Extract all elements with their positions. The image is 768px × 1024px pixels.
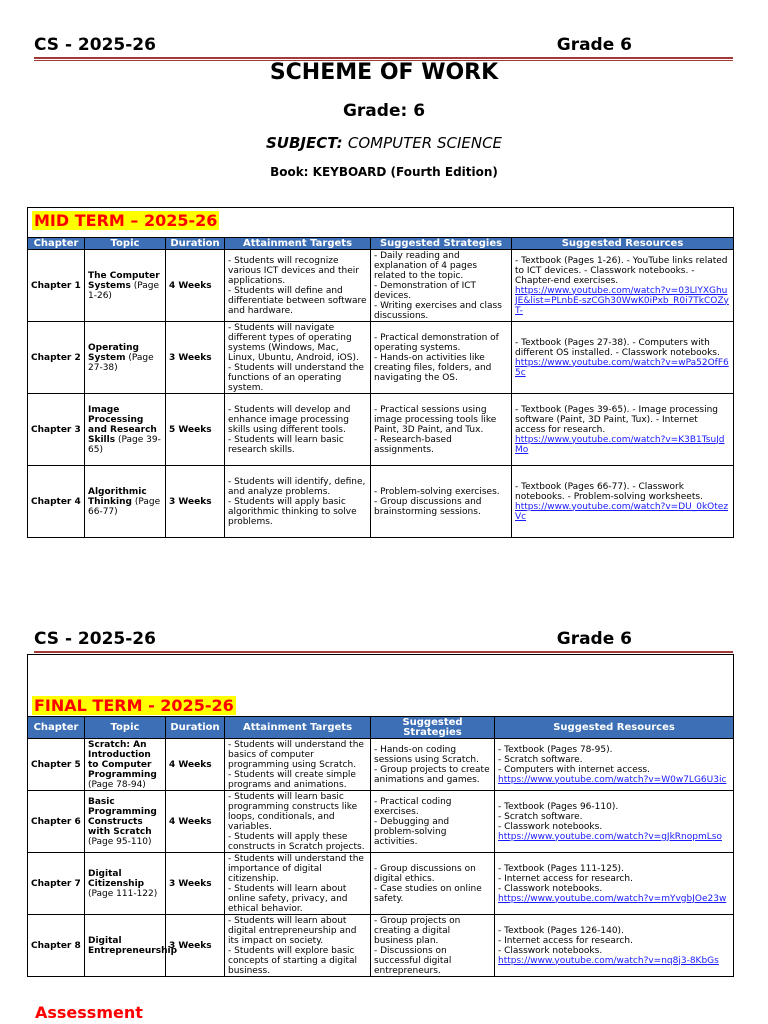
strategies-cell: - Daily reading and explanation of 4 pages related to the topic. - Demonstration of ICT devices. - Writing exercises and class discussions. <box>371 250 512 322</box>
topic-pages: (Page 66-77) <box>88 496 161 517</box>
col-header-strategies: Suggested Strategies <box>371 238 512 250</box>
resources-text: - Textbook (Pages 39-65). - Image processing software (Paint, 3D Paint, Tux). - Internet access for research. <box>515 404 719 435</box>
topic-title: Digital Entrepreneurship <box>88 935 178 956</box>
topic-pages: (Page 111-122) <box>88 888 158 899</box>
table-header-row <box>28 717 734 739</box>
topic-cell <box>85 791 166 853</box>
youtube-link[interactable]: https://www.youtube.com/watch?v=DU_0kOtezVc <box>515 501 729 522</box>
col-header-resources: Suggested Resources <box>495 717 734 739</box>
table-row <box>28 853 734 915</box>
youtube-link[interactable]: https://www.youtube.com/watch?v=nq8j3-8KbGs <box>498 955 719 966</box>
topic-title: Digital Citizenship <box>88 868 145 889</box>
resources-cell <box>512 466 734 538</box>
final-term-table <box>27 654 734 977</box>
resources-text: - Textbook (Pages 66-77). - Classwork notebooks. - Problem-solving worksheets. <box>515 481 703 502</box>
header-right-label: Grade 6 <box>556 629 632 649</box>
duration-cell: 3 Weeks <box>166 915 225 977</box>
page-header-2 <box>34 629 632 651</box>
topic-title: Scratch: An Introduction to Computer Programming <box>88 739 157 780</box>
chapter-cell: Chapter 1 <box>28 250 85 322</box>
youtube-link[interactable]: https://www.youtube.com/watch?v=W0w7LG6U3ic <box>498 774 727 785</box>
topic-cell <box>85 466 166 538</box>
youtube-link[interactable]: https://www.youtube.com/watch?v=mYvgbJOe23w <box>498 893 727 904</box>
subject-name: COMPUTER SCIENCE <box>347 134 503 152</box>
topic-pages: (Page 27-38) <box>88 352 154 373</box>
header-rule <box>34 57 733 59</box>
col-header-chapter: Chapter <box>28 717 85 739</box>
strategies-cell: - Practical coding exercises. - Debugging and problem-solving activities. <box>371 791 495 853</box>
youtube-link[interactable]: https://www.youtube.com/watch?v=gJkRnopmLso <box>498 831 722 842</box>
table-row <box>28 739 734 791</box>
topic-title: Algorithmic Thinking <box>88 486 147 507</box>
final-term-label: FINAL TERM - 2025-26 <box>34 696 234 715</box>
resources-cell <box>512 394 734 466</box>
targets-cell: - Students will recognize various ICT devices and their applications. - Students will define and differentiate between software and hardware. <box>225 250 371 322</box>
resources-cell <box>495 739 734 791</box>
duration-cell: 3 Weeks <box>166 466 225 538</box>
topic-cell <box>85 394 166 466</box>
resources-cell <box>512 322 734 394</box>
chapter-cell: Chapter 4 <box>28 466 85 538</box>
duration-cell: 5 Weeks <box>166 394 225 466</box>
topic-title: The Computer Systems <box>88 270 160 291</box>
table-row <box>28 466 734 538</box>
youtube-link[interactable]: https://www.youtube.com/watch?v=K3B1TsuJdMo <box>515 434 725 455</box>
topic-cell <box>85 250 166 322</box>
targets-cell: - Students will navigate different types of operating systems (Windows, Mac, Linux, Ubuntu, Android, iOS). - Students will understand the functions of an operating system. <box>225 322 371 394</box>
table-row <box>28 322 734 394</box>
duration-cell: 4 Weeks <box>166 250 225 322</box>
resources-cell <box>495 791 734 853</box>
strategies-cell: - Problem-solving exercises. - Group discussions and brainstorming sessions. <box>371 466 512 538</box>
resources-text: - Textbook (Pages 126-140). - Internet access for research. - Classwork notebooks. <box>498 925 633 956</box>
col-header-topic: Topic <box>85 238 166 250</box>
chapter-cell: Chapter 5 <box>28 739 85 791</box>
resources-text: - Textbook (Pages 27-38). - Computers with different OS installed. - Classwork notebooks. <box>515 337 720 358</box>
chapter-cell: Chapter 2 <box>28 322 85 394</box>
table-header-row <box>28 238 734 250</box>
topic-cell <box>85 322 166 394</box>
duration-cell: 3 Weeks <box>166 322 225 394</box>
duration-cell: 3 Weeks <box>166 853 225 915</box>
mid-term-label: MID TERM – 2025-26 <box>34 211 218 230</box>
topic-pages: (Page 78-94) <box>88 779 146 790</box>
strategies-cell: - Group discussions on digital ethics. - Case studies on online safety. <box>371 853 495 915</box>
subject-prefix: SUBJECT: <box>265 134 343 152</box>
term-title-cell <box>28 687 734 717</box>
table-row <box>28 394 734 466</box>
resources-cell <box>495 853 734 915</box>
resources-text: - Textbook (Pages 111-125). - Internet access for research. - Classwork notebooks. <box>498 863 633 894</box>
table-row <box>28 915 734 977</box>
table-row <box>28 791 734 853</box>
topic-pages: (Page 95-110) <box>88 836 152 847</box>
targets-cell: - Students will understand the basics of computer programming using Scratch. - Students will create simple programs and animations. <box>225 739 371 791</box>
chapter-cell: Chapter 7 <box>28 853 85 915</box>
resources-text: - Textbook (Pages 96-110). - Scratch software. - Classwork notebooks. <box>498 801 619 832</box>
topic-title: Operating System <box>88 342 139 363</box>
col-header-targets: Attainment Targets <box>225 238 371 250</box>
targets-cell: - Students will develop and enhance image processing skills using different tools. - Students will learn basic research skills. <box>225 394 371 466</box>
duration-cell: 4 Weeks <box>166 791 225 853</box>
targets-cell: - Students will learn about digital entrepreneurship and its impact on society. - Students will explore basic concepts of starting a digital business. <box>225 915 371 977</box>
youtube-link[interactable]: https://www.youtube.com/watch?v=wPa52OfF65c <box>515 357 729 378</box>
topic-pages: (Page 39-65) <box>88 434 161 455</box>
topic-pages: (Page 1-26) <box>88 280 160 301</box>
subject-heading <box>0 134 768 152</box>
chapter-cell: Chapter 6 <box>28 791 85 853</box>
document-title: SCHEME OF WORK <box>269 60 499 85</box>
topic-cell <box>85 739 166 791</box>
col-header-chapter: Chapter <box>28 238 85 250</box>
youtube-link[interactable]: https://www.youtube.com/watch?v=03LIYXGhuJE&list=PLnbE-szCGh30WwK0iPxb_R0i7TkCOZyT- <box>515 285 729 316</box>
header-right-label: Grade 6 <box>556 35 632 55</box>
resources-text: - Textbook (Pages 1-26). - YouTube links related to ICT devices. - Classwork notebooks. - Chapter-end exercises. <box>515 255 728 286</box>
term-spacer-cell <box>28 655 734 687</box>
topic-title: Basic Programming Constructs with Scratch <box>88 796 157 837</box>
topic-cell <box>85 915 178 977</box>
col-header-resources: Suggested Resources <box>512 238 734 250</box>
resources-cell <box>495 915 734 977</box>
col-header-targets: Attainment Targets <box>225 717 371 739</box>
strategies-cell: - Practical demonstration of operating systems. - Hands-on activities like creating files, folders, and navigating the OS. <box>371 322 512 394</box>
assessment-heading: Assessment <box>35 1003 143 1022</box>
book-line: Book: KEYBOARD (Fourth Edition) <box>270 165 498 179</box>
col-header-topic: Topic <box>85 717 166 739</box>
resources-text: - Textbook (Pages 78-95). - Scratch software. - Computers with internet access. <box>498 744 650 775</box>
strategies-cell: - Hands-on coding sessions using Scratch. - Group projects to create animations and games. <box>371 739 495 791</box>
mid-term-table <box>27 207 734 538</box>
col-header-strategies: Suggested Strategies <box>371 717 495 739</box>
targets-cell: - Students will identify, define, and analyze problems. - Students will apply basic algorithmic thinking to solve problems. <box>225 466 371 538</box>
page-header <box>34 35 632 57</box>
targets-cell: - Students will understand the importance of digital citizenship. - Students will learn about online safety, privacy, and ethical behavior. <box>225 853 371 915</box>
topic-cell <box>85 853 166 915</box>
col-header-duration: Duration <box>166 238 225 250</box>
col-header-duration: Duration <box>166 717 225 739</box>
duration-cell: 4 Weeks <box>166 739 225 791</box>
table-row <box>28 250 734 322</box>
grade-heading: Grade: 6 <box>342 101 426 121</box>
topic-title: Image Processing and Research Skills <box>88 404 157 445</box>
header-rule <box>34 651 733 653</box>
strategies-cell: - Group projects on creating a digital business plan. - Discussions on successful digital entrepreneurs. <box>371 915 495 977</box>
chapter-cell: Chapter 8 <box>28 915 85 977</box>
targets-cell: - Students will learn basic programming constructs like loops, conditionals, and variables. - Students will apply these constructs in Scratch projects. <box>225 791 371 853</box>
term-title-cell <box>28 208 734 238</box>
chapter-cell: Chapter 3 <box>28 394 85 466</box>
strategies-cell: - Practical sessions using image processing tools like Paint, 3D Paint, and Tux. - Research-based assignments. <box>371 394 512 466</box>
resources-cell <box>512 250 734 322</box>
header-left-label: CS - 2025-26 <box>34 629 156 649</box>
header-left-label: CS - 2025-26 <box>34 35 156 55</box>
